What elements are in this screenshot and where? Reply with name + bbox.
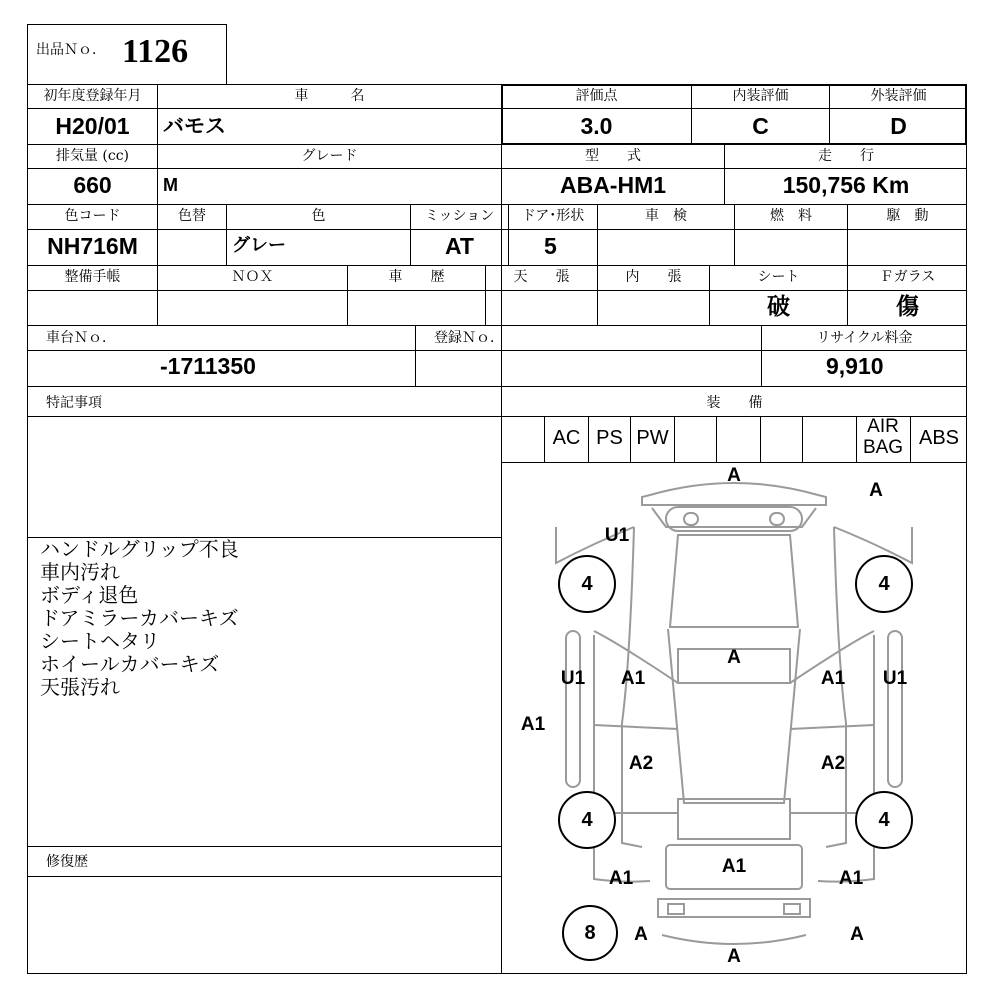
reg-label: 初年度登録年月 xyxy=(43,88,142,104)
recycle-value: 9,910 xyxy=(826,353,884,379)
damage-marker: A xyxy=(850,924,864,945)
repair-label: 修復歴 xyxy=(46,854,88,870)
special-notes xyxy=(40,538,239,699)
row-line xyxy=(27,168,967,169)
exterior-value: D xyxy=(890,113,907,139)
col-line xyxy=(760,416,761,462)
reg-value: H20/01 xyxy=(55,113,130,139)
regno-label: 登録Ｎｏ． xyxy=(434,330,504,346)
row-line xyxy=(27,846,502,847)
door-label: ドア･形状 xyxy=(521,208,585,224)
disp-value: 660 xyxy=(73,172,112,198)
lot-number: 1126 xyxy=(122,33,189,70)
damage-marker: U1 xyxy=(604,525,630,546)
colorcode-label: 色コード xyxy=(64,208,121,224)
glass-value: 傷 xyxy=(896,293,919,320)
recycle-label: リサイクル料金 xyxy=(816,330,913,346)
damage-marker: A2 xyxy=(628,753,654,774)
note-item: シートヘタリ xyxy=(40,629,160,653)
damage-marker: A xyxy=(727,465,741,486)
col-line xyxy=(716,416,717,462)
exterior-label: 外装評価 xyxy=(870,88,927,104)
row-line xyxy=(27,229,967,230)
interior-value: C xyxy=(752,113,769,139)
inspection-label: 車 検 xyxy=(645,208,687,224)
note-item: ドアミラーカバーキズ xyxy=(40,606,239,630)
equip-ps: PS xyxy=(596,427,623,449)
grade-value: M xyxy=(163,175,178,195)
service-label: 整備手帳 xyxy=(64,269,121,285)
equip-ac: AC xyxy=(552,427,581,449)
damage-marker: A1 xyxy=(838,868,864,889)
damage-marker: A xyxy=(869,480,883,501)
damage-marker: A xyxy=(727,647,741,668)
seat-value: 破 xyxy=(767,293,790,320)
drive-label: 駆 動 xyxy=(886,208,929,224)
row-line xyxy=(27,265,967,266)
damage-marker: A1 xyxy=(820,668,846,689)
chassis-value: -1711350 xyxy=(160,353,256,379)
damage-marker: A xyxy=(727,946,741,967)
mileage-label: 走 行 xyxy=(818,148,874,164)
interior-label: 内装評価 xyxy=(732,88,789,104)
seat-label: シート xyxy=(757,269,800,285)
car-condition-diagram xyxy=(502,463,967,973)
glass-label: Ｆガラス xyxy=(879,269,936,285)
note-item: ボディ退色 xyxy=(40,583,139,607)
name-value: バモス xyxy=(163,114,226,138)
note-item: 車内汚れ xyxy=(40,560,120,584)
mission-label: ミッション xyxy=(424,208,495,224)
row-line xyxy=(27,876,502,877)
fr-wheel-marker: 4 xyxy=(855,555,913,613)
note-item: ハンドルグリップ不良 xyxy=(40,537,239,561)
col-line xyxy=(415,325,416,386)
damage-marker: U1 xyxy=(882,668,908,689)
row-line xyxy=(27,416,967,417)
model-value: ABA-HM1 xyxy=(559,172,667,198)
score-value: 3.0 xyxy=(580,113,613,139)
equip-abs: ABS xyxy=(918,427,960,449)
damage-marker: A2 xyxy=(820,753,846,774)
fuel-label: 燃 料 xyxy=(770,208,812,224)
nox-label: ＮＯＸ xyxy=(231,269,274,285)
col-line xyxy=(674,416,675,462)
special-label: 特記事項 xyxy=(46,395,102,411)
name-label: 車 名 xyxy=(294,88,365,104)
equip-pw: PW xyxy=(636,427,669,449)
row-line xyxy=(27,290,967,291)
row-line xyxy=(27,204,967,205)
model-label: 型 式 xyxy=(585,148,641,164)
spare-wheel-marker: 8 xyxy=(562,905,618,961)
colorcode-value: NH716M xyxy=(47,233,138,259)
lot-label: 出品Ｎｏ． xyxy=(36,42,106,58)
repaint-label: 色替 xyxy=(178,208,206,224)
row-line xyxy=(27,386,967,387)
equip-airbag: AIR BAG xyxy=(862,416,904,458)
interior2-label: 内 張 xyxy=(625,269,682,285)
score-label: 評価点 xyxy=(575,88,618,104)
note-item: ホイールカバーキズ xyxy=(40,652,220,676)
color-label: 色 xyxy=(311,208,326,224)
damage-marker: U1 xyxy=(560,668,586,689)
sunroof-label: 天 張 xyxy=(513,269,570,285)
row-line xyxy=(27,325,967,326)
damage-marker: A1 xyxy=(620,668,646,689)
col-line xyxy=(856,416,857,462)
chassis-label: 車台Ｎｏ． xyxy=(46,330,116,346)
equipment-label: 装 備 xyxy=(706,395,763,411)
door-value: 5 xyxy=(544,233,557,259)
history-label: 車 歴 xyxy=(388,269,445,285)
disp-label: 排気量 (cc) xyxy=(55,148,130,164)
color-value: グレー xyxy=(232,235,286,256)
note-item: 天張汚れ xyxy=(40,675,120,699)
grade-label: グレード xyxy=(301,148,358,164)
rr-wheel-marker: 4 xyxy=(855,791,913,849)
col-line xyxy=(802,416,803,462)
damage-marker: A1 xyxy=(721,856,747,877)
fl-wheel-marker: 4 xyxy=(558,555,616,613)
mileage-value: 150,756 Km xyxy=(782,172,910,198)
damage-marker: A1 xyxy=(608,868,634,889)
damage-marker: A1 xyxy=(520,714,546,735)
damage-marker: A xyxy=(634,924,648,945)
rl-wheel-marker: 4 xyxy=(558,791,616,849)
mission-value: AT xyxy=(445,233,474,259)
